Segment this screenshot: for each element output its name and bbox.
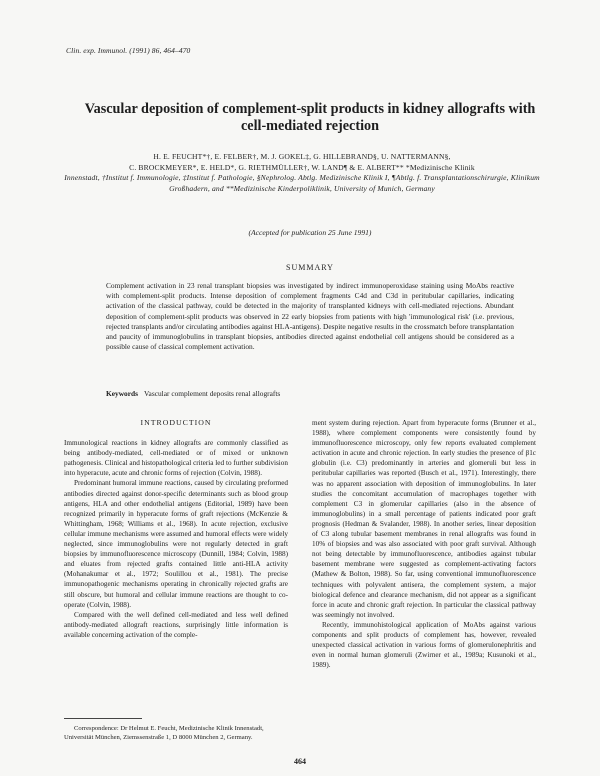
summary-heading: SUMMARY	[286, 263, 334, 272]
right-column	[312, 418, 536, 670]
affiliations: Innenstadt, †Institut f. Immunologie, ‡Institut f. Pathologie, §Nephrolog. Abtlg. Medizinische Klinik I, ¶Abtlg. f. Transplantationschirurgie, Klinikum Großhadern, and **Medizinische Kinderpoliklinik, University of Munich, Germany	[64, 173, 540, 193]
author-block	[62, 152, 542, 194]
authors-line-2: C. BROCKMEYER*, E. HELD*, G. RIETHMÜLLER†, W. LAND¶ & E. ALBERT** *Medizinische Klinik	[129, 162, 475, 172]
keywords-value: Vascular complement deposits renal allografts	[144, 389, 281, 398]
left-paragraph: Immunological reactions in kidney allografts are commonly classified as being antibody-mediated, cell-mediated or of mixed or unknown pathogenesis. Clinical and histopathological criteria led to further subdivision into hyperacute, acute and chronic forms of rejection (Colvin, 1988).	[64, 439, 288, 478]
correspondence-footnote: Correspondence: Dr Helmut E. Feucht, Medizinische Klinik Innenstadt, Universität München, Ziemssenstraße 1, D 8000 München 2, Germany.	[64, 725, 264, 741]
right-paragraph: Recently, immunohistological application of MoAbs against various components and split products of complement has, however, revealed unexpected classical activation in various forms of glomerulonephritis and even in normal human glomeruli (Zwirner et al., 1989a; Kusunoki et al., 1989).	[312, 620, 536, 670]
page-number: 464	[294, 757, 306, 766]
article-title: Vascular deposition of complement-split products in kidney allografts with cell-mediated rejection	[84, 101, 536, 134]
left-column	[64, 418, 288, 640]
keywords-line	[106, 389, 514, 398]
authors-line-1: H. E. FEUCHT*†, E. FELBER†, M. J. GOKEL‡, G. HILLEBRAND§, U. NATTERMANN§,	[153, 152, 451, 161]
footnote-rule	[64, 718, 142, 719]
keywords-label: Keywords	[106, 389, 139, 398]
journal-reference: Clin. exp. Immunol. (1991) 86, 464–470	[66, 46, 191, 55]
summary-text: Complement activation in 23 renal transplant biopsies was investigated by indirect immunoperoxidase staining using MoAbs reactive with complement-split products. Intense deposition of complement fragments C4d and C3d in peritubular capillaries, indicating activation of the classical pathway, could be detected in the majority of transplanted kidneys with cell-mediated rejections. Abundant deposition of complement-split products was observed in 22 early biopsies from patients with high 'immunological risk' (i.e. previous, rejected transplants and/or circulating antibodies against HLA-antigens). Despite negative results in the crossmatch before transplantation and paucity of immunoglobulins in transplant biopsies, antibodies directed against endothelial cell antigens should be considered as a possible cause of classical complement activation.	[106, 281, 514, 352]
left-paragraph: Predominant humoral immune reactions, caused by circulating preformed antibodies directed against donor-specific determinants such as blood group antigens, HLA and other endothelial antigens (Editorial, 1989) have been recognized primarily in hyperacute forms of graft rejections (McKenzie & Whittingham, 1968; Williams et al., 1968). In acute rejection, exclusive cellular immune mechanisms were assumed and humoral effects were widely neglected, since immunoglobulins were not regularly detected in graft biopsies by immunofluorescence microscopy (Dunnill, 1984; Colvin, 1988) and eluates from rejected grafts contained little anti-HLA activity (Mohanakumar et al., 1972; Soulillou et al., 1981). The precise immunopathogenic mechanisms operating in chronically rejected grafts are still obscure, but humoral and cellular immune reactions are thought to co-operate (Colvin, 1988).	[64, 479, 288, 609]
right-paragraph: ment system during rejection. Apart from hyperacute forms (Brunner et al., 1988), where complement components were consistently found by immunofluorescence microscopy, only few reports evaluated complement activation in acute and chronic rejection. In early studies the presence of β1c globulin (i.e. C3) predominantly in arteries and glomeruli but less in peritubular capillaries was reported (Busch et al., 1971). Interestingly, there was no apparent association with deposition of immunoglobulins. In later studies the concomitant accumulation of macrophages together with complement C3 in glomerular capillaries (also in the absence of immunoglobulins) in a small percentage of patients indicated poor graft prognosis (Hedman & Svalander, 1988). In another series, linear deposition of C3 along tubular basement membranes in renal allografts was found in 10% of biopsies and was also associated with poor graft survival. Although not being detectable by immunofluorescence, antibodies against tubular basement membrane were suggested as complement-activating factors (Mathew & Bolton, 1988). So far, using conventional immunofluorescence techniques with polyvalent antisera, the complement system, a major biological defence and clearance mechanism, did not appear as a significant force in acute and chronic graft rejection. In particular the classical pathway was seemingly not involved.	[312, 419, 536, 619]
introduction-heading: INTRODUCTION	[140, 418, 212, 427]
left-paragraph: Compared with the well defined cell-mediated and less well defined antibody-mediated allograft reactions, surprisingly little information is available concerning activation of the comple-	[64, 610, 288, 639]
accepted-date: (Accepted for publication 25 June 1991)	[248, 228, 372, 237]
